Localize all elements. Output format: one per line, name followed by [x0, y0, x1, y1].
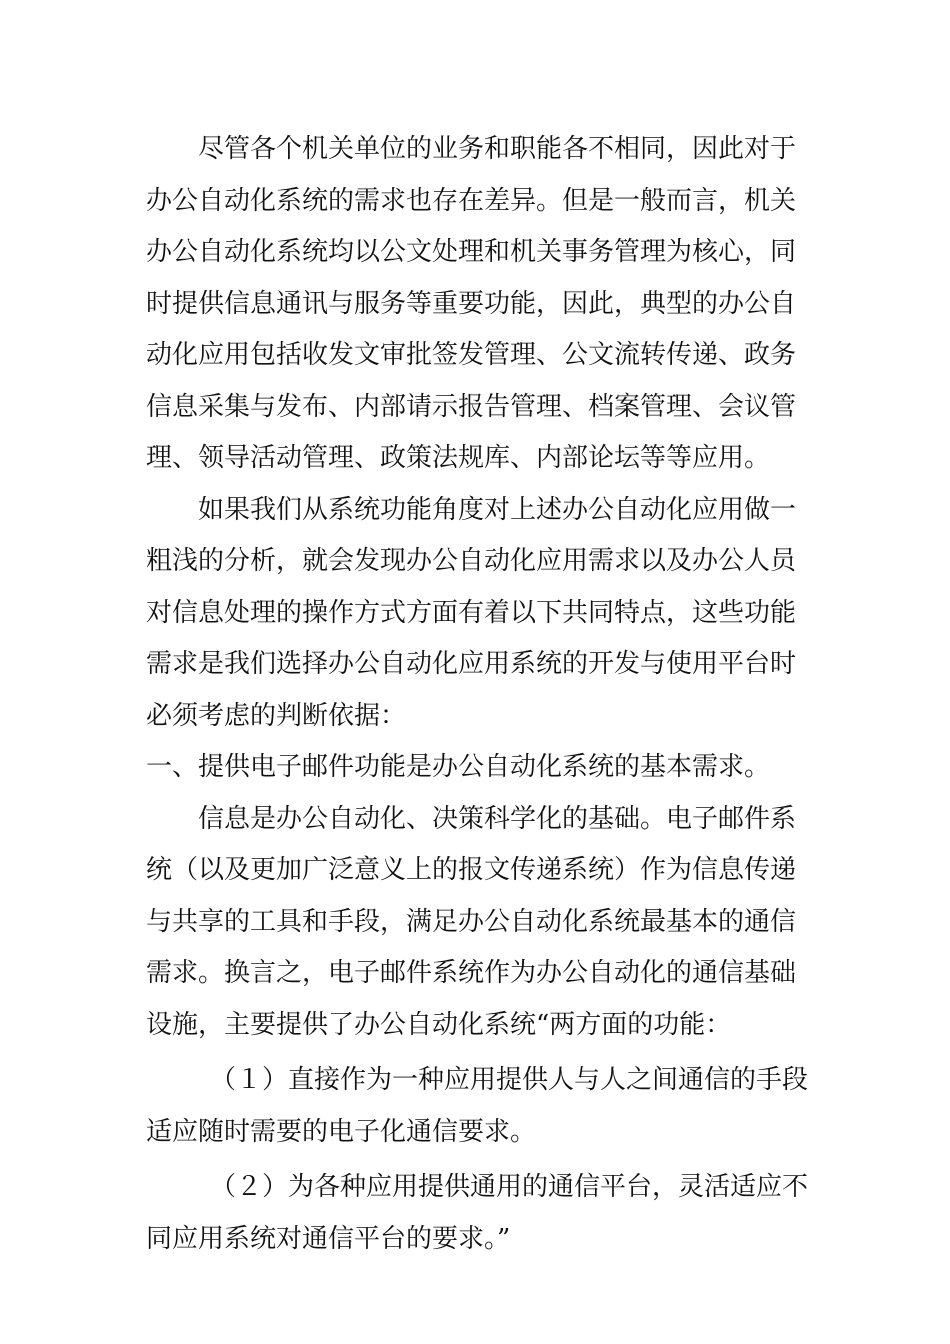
list-item-line: 同应用系统对通信平台的要求。”	[146, 1223, 511, 1254]
paragraph-line: 需求。换言之，电子邮件系统作为办公自动化的通信基础	[146, 958, 797, 988]
list-item-2	[146, 1162, 809, 1265]
paragraph-line: 办公自动化系统均以公文处理和机关事务管理为核心，同	[146, 237, 797, 267]
list-item-line: （１）直接作为一种应用提供人与人之间通信的手段	[210, 1065, 809, 1095]
paragraph-line: 理、领导活动管理、政策法规库、内部论坛等等应用。	[146, 443, 771, 473]
section-heading: 一、提供电子邮件功能是办公自动化系统的基本需求。	[146, 752, 771, 782]
paragraph-line: 设施，主要提供了办公自动化系统“两方面的功能：	[146, 1009, 732, 1040]
paragraph-line: 粗浅的分析，就会发现办公自动化应用需求以及办公人员	[146, 546, 797, 576]
paragraph-analysis	[146, 485, 806, 743]
paragraph-intro	[146, 124, 806, 485]
list-item-line: 适应随时需要的电子化通信要求。	[146, 1116, 537, 1147]
paragraph-line: 动化应用包括收发文审批签发管理、公文流转传递、政务	[146, 340, 797, 370]
paragraph-line: 尽管各个机关单位的业务和职能各不相同，因此对于	[198, 134, 797, 164]
document-body	[146, 124, 809, 1265]
list-item-line: （２）为各种应用提供通用的通信平台，灵活适应不	[210, 1172, 809, 1202]
paragraph-line: 对信息处理的操作方式方面有着以下共同特点，这些功能	[146, 597, 797, 628]
paragraph-line: 办公自动化系统的需求也存在差异。但是一般而言，机关	[146, 185, 797, 216]
paragraph-line: 需求是我们选择办公自动化应用系统的开发与使用平台时	[146, 649, 797, 679]
list-item-1	[146, 1055, 809, 1158]
paragraph-line: 统（以及更加广泛意义上的报文传递系统）作为信息传递	[146, 855, 797, 885]
paragraph-line: 时提供信息通讯与服务等重要功能，因此，典型的办公自	[146, 288, 797, 319]
paragraph-line: 与共享的工具和手段，满足办公自动化系统最基本的通信	[146, 906, 797, 937]
paragraph-line: 信息采集与发布、内部请示报告管理、档案管理、会议管	[146, 391, 797, 422]
paragraph-line: 如果我们从系统功能角度对上述办公自动化应用做一	[198, 494, 797, 525]
paragraph-line: 信息是办公自动化、决策科学化的基础。电子邮件系	[198, 803, 797, 834]
paragraph-email	[146, 794, 806, 1052]
paragraph-line: 必须考虑的判断依据：	[146, 700, 407, 731]
